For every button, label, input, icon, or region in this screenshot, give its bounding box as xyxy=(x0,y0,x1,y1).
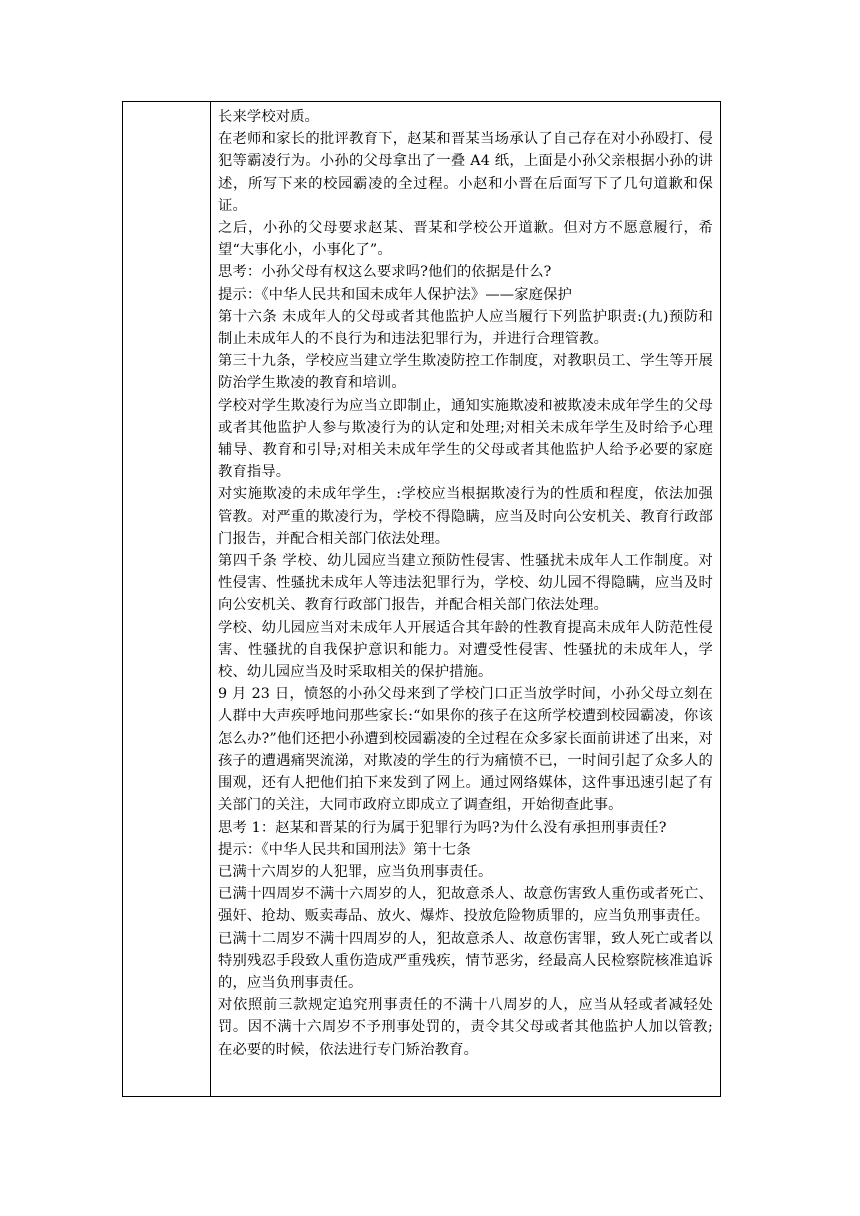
paragraph: 在老师和家长的批评教育下，赵某和晋某当场承认了自己存在对小孙殴打、侵犯等霸凌行为。小孙的父母拿出了一叠 A4 纸，上面是小孙父亲根据小孙的讲述，所写下来的校园霸凌的全过程。小赵和小晋在后面写下了几句道歉和保证。 xyxy=(218,131,713,214)
paragraph: 学校对学生欺凌行为应当立即制止，通知实施欺凌和被欺凌未成年学生的父母或者其他监护人参与欺凌行为的认定和处理;对相关未成年学生及时给予心理辅导、教育和引导;对相关未成年学生的父母或者其他监护人给予必要的家庭教育指导。 xyxy=(218,397,713,481)
paragraph: 已满十四周岁不满十六周岁的人，犯故意杀人、故意伤害致人重伤或者死亡、强奸、抢劫、贩卖毒品、放火、爆炸、投放危险物质罪的，应当负刑事责任。 xyxy=(218,886,713,925)
paragraph: 第四千条 学校、幼儿园应当建立预防性侵害、性骚扰未成年人工作制度。对性侵害、性骚扰未成年人等违法犯罪行为，学校、幼儿园不得隐瞒，应当及时向公安机关、教育行政部门报告，并配合相关部门依法处理。 xyxy=(218,553,713,614)
paragraph: 已满十二周岁不满十四周岁的人，犯故意杀人、故意伤害罪，致人死亡或者以特别残忍手段致人重伤造成严重残疾，情节恶劣，经最高人民检察院核准追诉的，应当负刑事责任。 xyxy=(218,930,713,991)
paragraph: 对依照前三款规定追究刑事责任的不满十八周岁的人，应当从轻或者减轻处罚。因不满十六周岁不予刑事处罚的，责令其父母或者其他监护人加以管教;在必要的时候，依法进行专门矫治教育。 xyxy=(218,997,713,1058)
paragraph: 之后，小孙的父母要求赵某、晋某和学校公开道歉。但对方不愿意履行，希望“大事化小，小事化了”。 xyxy=(218,220,713,259)
paragraph: 长来学校对质。 xyxy=(218,109,320,125)
paragraph: 已满十六周岁的人犯罪，应当负刑事责任。 xyxy=(218,863,493,880)
table-right-column xyxy=(211,102,720,1096)
paragraph: 提示：《中华人民共和国未成年人保护法》——家庭保护 xyxy=(218,286,573,303)
paragraph: 思考：小孙父母有权这么要求吗?他们的依据是什么? xyxy=(218,264,552,281)
paragraph: 第十六条 未成年人的父母或者其他监护人应当履行下列监护职责:(九)预防和制止未成年人的不良行为和违法犯罪行为，并进行合理管教。 xyxy=(218,308,713,348)
paragraph: 第三十九条，学校应当建立学生欺凌防控工作制度，对教职员工、学生等开展防治学生欺凌的教育和培训。 xyxy=(218,353,713,392)
paragraph: 思考 1：赵某和晋某的行为属于犯罪行为吗?为什么没有承担刑事责任? xyxy=(218,819,667,836)
paragraph: 9 月 23 日，愤怒的小孙父母来到了学校门口正当放学时间，小孙父母立刻在人群中大声疾呼地问那些家长:“如果你的孩子在这所学校遭到校园霸凌，你该怎么办?”他们还把小孙遭到校园霸凌的全过程在众多家长面前讲述了出来，对孩子的遭遇痛哭流涕，对欺凌的学生的行为痛愤不已，一时间引起了众多人的围观，还有人把他们拍下来发到了网上。通过网络媒体，这件事迅速引起了有关部门的关注，大同市政府立即成立了调查组，开始彻查此事。 xyxy=(218,686,713,814)
table-left-column xyxy=(123,102,211,1096)
paragraph: 对实施欺凌的未成年学生，:学校应当根据欺凌行为的性质和程度，依法加强管教。对严重的欺凌行为，学校不得隐瞒，应当及时向公安机关、教育行政部门报告，并配合相关部门依法处理。 xyxy=(218,486,713,547)
paragraph: 学校、幼儿园应当对未成年人开展适合其年龄的性教育提高未成年人防范性侵害、性骚扰的自我保护意识和能力。对遭受性侵害、性骚扰的未成年人，学校、幼儿园应当及时采取相关的保护措施。 xyxy=(218,619,713,681)
paragraph: 提示：《中华人民共和国刑法》第十七条 xyxy=(218,841,471,858)
content-table xyxy=(122,101,721,1097)
